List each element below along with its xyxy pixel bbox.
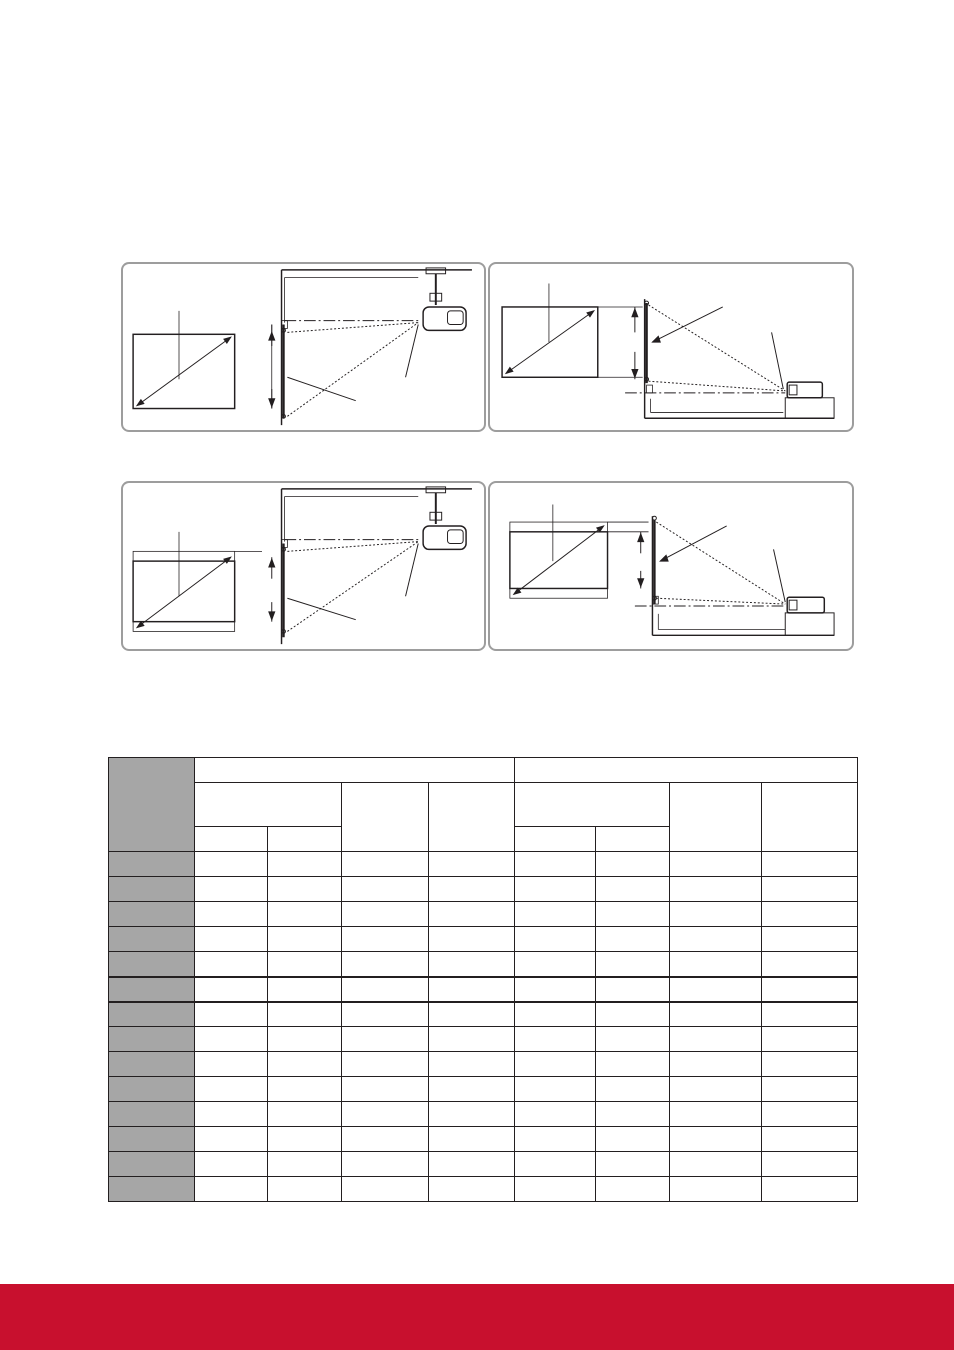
table-cell bbox=[515, 1152, 596, 1177]
row-stub bbox=[109, 1027, 195, 1052]
row-stub bbox=[109, 1127, 195, 1152]
table-cell bbox=[670, 1152, 762, 1177]
table-cell bbox=[762, 1077, 858, 1102]
table-cell bbox=[195, 1152, 268, 1177]
table-cell bbox=[670, 1027, 762, 1052]
table-cell bbox=[342, 952, 429, 977]
table-cell bbox=[268, 927, 342, 952]
table-cell bbox=[596, 1027, 670, 1052]
table-cell bbox=[429, 977, 515, 1002]
table-cell bbox=[596, 1077, 670, 1102]
table-cell bbox=[670, 1127, 762, 1152]
table-row bbox=[109, 1102, 858, 1127]
table-cell bbox=[762, 1177, 858, 1202]
table-cell bbox=[515, 1177, 596, 1202]
table-row bbox=[109, 1002, 858, 1027]
table-cell bbox=[429, 1002, 515, 1027]
table-header-cell bbox=[195, 783, 342, 827]
table-cell bbox=[429, 952, 515, 977]
ceiling-mount-4-3-drawing bbox=[123, 264, 484, 430]
table-header-cell bbox=[429, 783, 515, 852]
diagonal-arrow bbox=[506, 311, 594, 373]
diagonal-arrow bbox=[137, 557, 231, 627]
row-stub bbox=[109, 1077, 195, 1102]
table-cell bbox=[429, 1127, 515, 1152]
table-cell bbox=[515, 952, 596, 977]
screen-outline-16-9 bbox=[133, 561, 235, 622]
table-cell bbox=[268, 1077, 342, 1102]
table-cell bbox=[515, 1127, 596, 1152]
table-cell bbox=[670, 1052, 762, 1077]
row-stub bbox=[109, 852, 195, 877]
table-cell bbox=[596, 977, 670, 1002]
table-header-cell bbox=[762, 783, 858, 852]
table-header-cell bbox=[342, 783, 429, 852]
table-cell bbox=[268, 877, 342, 902]
ceiling-mount-16-9-drawing bbox=[123, 483, 484, 649]
row-stub bbox=[109, 902, 195, 927]
table-cell bbox=[596, 1102, 670, 1127]
desktop-front-16-9-diagram bbox=[488, 481, 854, 651]
table-cell bbox=[515, 852, 596, 877]
table-cell bbox=[195, 1102, 268, 1127]
table-cell bbox=[762, 877, 858, 902]
table-cell bbox=[670, 952, 762, 977]
table-header-stub bbox=[109, 758, 195, 852]
table-cell bbox=[762, 902, 858, 927]
row-stub bbox=[109, 1177, 195, 1202]
table-cell bbox=[515, 927, 596, 952]
projector-shape bbox=[787, 382, 822, 398]
desktop-front-4-3-diagram bbox=[488, 262, 854, 432]
table-cell bbox=[195, 902, 268, 927]
table-header-cell bbox=[515, 827, 596, 852]
table-header-cell bbox=[195, 827, 268, 852]
table-shape bbox=[785, 398, 834, 419]
table-cell bbox=[342, 852, 429, 877]
projector-shape bbox=[787, 597, 824, 613]
table-cell bbox=[596, 902, 670, 927]
table-cell bbox=[596, 927, 670, 952]
table-cell bbox=[596, 852, 670, 877]
table-cell bbox=[762, 1127, 858, 1152]
table-cell bbox=[429, 877, 515, 902]
projection-size-table bbox=[108, 757, 858, 1202]
table-cell bbox=[670, 1102, 762, 1127]
table-cell bbox=[268, 952, 342, 977]
table-cell bbox=[195, 1027, 268, 1052]
table-cell bbox=[670, 902, 762, 927]
row-stub bbox=[109, 1052, 195, 1077]
diagonal-arrow bbox=[514, 526, 604, 594]
row-stub bbox=[109, 877, 195, 902]
table-cell bbox=[195, 952, 268, 977]
table-header-cell bbox=[268, 827, 342, 852]
table-cell bbox=[342, 1027, 429, 1052]
table-row bbox=[109, 1052, 858, 1077]
table-cell bbox=[268, 1127, 342, 1152]
table-cell bbox=[429, 927, 515, 952]
table-cell bbox=[670, 877, 762, 902]
table-header-cell bbox=[596, 827, 670, 852]
desktop-front-16-9-drawing bbox=[490, 483, 852, 649]
table-row bbox=[109, 1077, 858, 1102]
table-row bbox=[109, 852, 858, 877]
table-cell bbox=[195, 1052, 268, 1077]
row-stub bbox=[109, 1152, 195, 1177]
table-cell bbox=[670, 1177, 762, 1202]
table-cell bbox=[670, 977, 762, 1002]
table-row bbox=[109, 1152, 858, 1177]
table-cell bbox=[195, 1127, 268, 1152]
table-header-cell bbox=[670, 783, 762, 852]
table-cell bbox=[596, 1152, 670, 1177]
table-cell bbox=[342, 1152, 429, 1177]
table-cell bbox=[268, 977, 342, 1002]
table-cell bbox=[342, 1077, 429, 1102]
table-cell bbox=[429, 1027, 515, 1052]
table-cell bbox=[596, 1127, 670, 1152]
table-cell bbox=[268, 1052, 342, 1077]
table-cell bbox=[268, 1002, 342, 1027]
row-stub bbox=[109, 1002, 195, 1027]
table-cell bbox=[762, 1152, 858, 1177]
desktop-front-4-3-drawing bbox=[490, 264, 852, 430]
table-cell bbox=[195, 927, 268, 952]
table-cell bbox=[515, 1052, 596, 1077]
row-stub bbox=[109, 952, 195, 977]
table-shape bbox=[785, 613, 834, 635]
table-group-header bbox=[195, 758, 515, 783]
table-cell bbox=[596, 952, 670, 977]
table-cell bbox=[268, 1177, 342, 1202]
table-cell bbox=[429, 1177, 515, 1202]
table-cell bbox=[762, 977, 858, 1002]
table-cell bbox=[268, 902, 342, 927]
table-cell bbox=[342, 1002, 429, 1027]
table-cell bbox=[596, 1052, 670, 1077]
table-cell bbox=[596, 1177, 670, 1202]
table-cell bbox=[515, 877, 596, 902]
table-cell bbox=[429, 1152, 515, 1177]
table-cell bbox=[515, 1077, 596, 1102]
table-cell bbox=[515, 1102, 596, 1127]
table-cell bbox=[762, 1027, 858, 1052]
table-cell bbox=[762, 852, 858, 877]
table-cell bbox=[268, 1102, 342, 1127]
table-cell bbox=[342, 927, 429, 952]
table-cell bbox=[195, 1002, 268, 1027]
table-cell bbox=[342, 1177, 429, 1202]
table-cell bbox=[268, 852, 342, 877]
table-cell bbox=[342, 877, 429, 902]
table-cell bbox=[515, 902, 596, 927]
table-cell bbox=[429, 1052, 515, 1077]
table-cell bbox=[762, 1052, 858, 1077]
table-cell bbox=[268, 1027, 342, 1052]
table-row bbox=[109, 902, 858, 927]
table-cell bbox=[670, 927, 762, 952]
table-cell bbox=[515, 1027, 596, 1052]
row-stub bbox=[109, 977, 195, 1002]
table-cell bbox=[429, 902, 515, 927]
table-cell bbox=[342, 977, 429, 1002]
table-cell bbox=[762, 927, 858, 952]
table-row bbox=[109, 1127, 858, 1152]
table-cell bbox=[195, 977, 268, 1002]
table-cell bbox=[596, 877, 670, 902]
table-cell bbox=[670, 1002, 762, 1027]
ceiling-mount-16-9-diagram bbox=[121, 481, 486, 651]
diagonal-arrow bbox=[137, 337, 231, 405]
table-cell bbox=[515, 977, 596, 1002]
table-row bbox=[109, 952, 858, 977]
table-header-row bbox=[109, 758, 858, 783]
table-header-row bbox=[109, 783, 858, 827]
table-cell bbox=[429, 1077, 515, 1102]
table-cell bbox=[195, 1077, 268, 1102]
table-cell bbox=[762, 1102, 858, 1127]
table-cell bbox=[515, 1002, 596, 1027]
table-row bbox=[109, 1177, 858, 1202]
table-cell bbox=[670, 852, 762, 877]
table-cell bbox=[195, 852, 268, 877]
table-cell bbox=[195, 1177, 268, 1202]
row-stub bbox=[109, 927, 195, 952]
table-row bbox=[109, 977, 858, 1002]
table-cell bbox=[342, 1052, 429, 1077]
table-cell bbox=[342, 1102, 429, 1127]
row-stub bbox=[109, 1102, 195, 1127]
table-row bbox=[109, 1027, 858, 1052]
table-cell bbox=[342, 902, 429, 927]
table-header-cell bbox=[515, 783, 670, 827]
table-cell bbox=[762, 952, 858, 977]
table-cell bbox=[429, 852, 515, 877]
table-row bbox=[109, 877, 858, 902]
table-cell bbox=[596, 1002, 670, 1027]
table-row bbox=[109, 927, 858, 952]
table-cell bbox=[342, 1127, 429, 1152]
table-cell bbox=[670, 1077, 762, 1102]
table-cell bbox=[429, 1102, 515, 1127]
table-cell bbox=[195, 877, 268, 902]
ceiling-mount-4-3-diagram bbox=[121, 262, 486, 432]
table-group-header bbox=[515, 758, 858, 783]
table-cell bbox=[268, 1152, 342, 1177]
footer-bar bbox=[0, 1284, 954, 1350]
table-cell bbox=[762, 1002, 858, 1027]
